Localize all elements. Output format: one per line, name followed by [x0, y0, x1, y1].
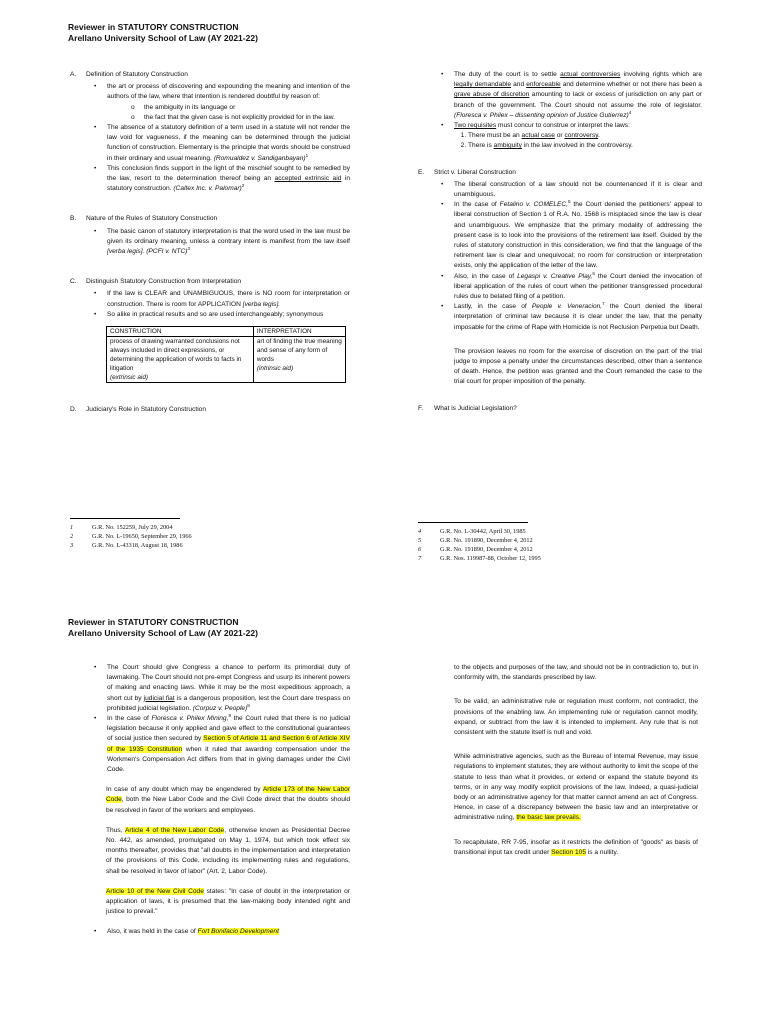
underlined-term: accepted extrinsic aid [274, 175, 342, 183]
list-item: • The absence of a statutory definition of a term used in a statute will not render the law void for vagueness, if the meaning can be determined through the judicial function of construction. Elementary is the principle that words should be construed in their ordinary and usual meaning. (Romualdez v. Sandiganbayan)$^1$ [107, 123, 350, 164]
page-2-header [68, 617, 258, 639]
footnote-ref: 6 [592, 270, 595, 276]
list-item: • The Court should give Congress a chance to perform its primordial duty of lawmaking. The Court should not pre-empt Congress and usurp its inherent powers of making and enacting laws. While it may be the most expeditious approach, a short cut by judicial fiat is a dangerous proposition, lest the Court dare trespass on prohibited judicial legislation. (Corpuz v. People)$^8$ [107, 663, 350, 714]
highlighted-text: Section 105 [551, 848, 586, 856]
section-c-heading: C. Distinguish Statutory Construction from Interpretation [70, 278, 242, 286]
section-b-list [70, 227, 350, 258]
table-cell: process of drawing warranted conclusions not always included in direct expressions, or determining the application of words to facts in litigation (extrinsic aid) [107, 337, 254, 383]
list-item: • This conclusion finds support in the light of the mischief sought to be remedied by the law, resort to the determination thereof being an accepted extrinsic aid in statutory construction. (Caltex Inc. v. Palomar)$^2$ [107, 164, 350, 195]
sub-list-item: o the fact that the given case is not explicitly provided for in the law. [144, 113, 350, 123]
footnote: 6 G.R. No. 191890, December 4, 2012 [418, 546, 533, 553]
list-item: • So alike in practical results and so are used interchangeably; synonymous [107, 310, 350, 320]
judicial-legislation-list-cont [70, 927, 350, 937]
paragraph: The provision leaves no room for the exercise of discretion on the part of the trial judge to impose a penalty under the circumstances described, other than a sentence of death. Hence, the petition was granted and the Court remanded the case to the trial court for proper imposition of the penalty. [454, 347, 702, 386]
list-item: • Also, in the case of Legaspi v. Creative Play,$^6$ the Court denied the invocation of liberal application of the rules of court when the petitioner transgressed procedural rules due to belated filing of a petition. [454, 272, 702, 303]
page-1-header [68, 22, 258, 44]
section-e-list [418, 180, 702, 333]
paragraph: To be valid, an administrative rule or regulation must conform, not contradict, the provisions of the enabling law. An implementing rule or regulation cannot modify, expand, or subtract from the law it is intended to implement. Any rule that is not consistent with the statute itself is null and void. [454, 698, 698, 737]
footnote-rule [418, 522, 528, 523]
footnote: 3 G.R. No. L-43318, August 18, 1986 [70, 542, 183, 549]
highlighted-text: Article 4 of the New Labor Code [124, 826, 225, 834]
footnote-ref: 2 [241, 183, 245, 189]
section-d-heading: D. Judiciary's Role in Statutory Construction [70, 406, 206, 414]
page-2 [0, 605, 768, 1024]
paragraph: To recapitulate, RR 7-95, insofar as it restricts the definition of "goods" as basis of transitional input tax credit under Section 105 is a nullity. [454, 838, 698, 856]
highlighted-text: Article 10 of the New Civil Code [106, 887, 204, 895]
footnote: 7 G.R. Nos. 119987-88, October 12, 1995 [418, 555, 541, 562]
page-1-right-column [418, 70, 702, 416]
footnote-ref: 8 [247, 702, 250, 708]
list-item: • In the case of Fetalino v. COMELEC,$^5$ the Court denied the petitioners' appeal to liberal construction of Section 1 of R.A. No. 1568 is misplaced since the law is clear and unambiguous. We emphasize that the primary modality of addressing the present case is to look into the provisions of the retirement law itself. Guided by the rules of statutory construction in this consideration, we find that the language of the retirement law is clear and unequivocal; no room for construction or interpretation exists, only the application of the letter of the law. [454, 200, 702, 271]
paragraph: In case of any doubt which may be engendered by Article 173 of the New Labor Code, both the New Labor Code and the Civil Code direct that the doubts should be resolved in favor of the workers and employees. [106, 786, 351, 814]
footnote: 2 G.R. No. L-19650, September 29, 1966 [70, 533, 192, 540]
list-item: 2. There is ambiguity in the law involved in the controversy. [468, 141, 702, 151]
table-header: INTERPRETATION [253, 327, 345, 337]
section-a-heading: A. Definition of Statutory Construction [70, 71, 188, 78]
highlighted-text: Article 173 of the New Labor Code [106, 786, 351, 804]
list-item: • Two requisites must concur to construe or interpret the laws: 1. There must be an actual case or controversy. 2. There is ambiguity in the law involved in the controversy. [454, 121, 702, 152]
highlighted-text: Section 5 of Article 11 and Section 6 of Article XIV of the 1935 Constitution [107, 735, 350, 753]
section-b-heading: B. Nature of the Rules of Statutory Construction [70, 215, 218, 223]
header-title: Reviewer in STATUTORY CONSTRUCTION [68, 617, 239, 627]
page-2-left-column [70, 663, 350, 946]
footnote-ref: 4 [628, 109, 632, 115]
construction-interpretation-table [106, 326, 346, 383]
judicial-legislation-list [70, 663, 350, 775]
section-e-heading: E. Strict v. Liberal Construction [418, 168, 516, 176]
header-school: Arellano University School of Law (AY 2021-22) [68, 33, 258, 43]
footnote-ref: 9 [228, 712, 231, 718]
paragraph: to the objects and purposes of the law, and should not be in contradiction to, but in conformity with, the standards prescribed by law. [454, 664, 698, 682]
highlighted-text: the basic law prevails. [516, 814, 581, 822]
section-c-list [70, 289, 350, 320]
list-item: • Also, it was held in the case of Fort Bonifacio Development [107, 927, 350, 937]
footnote: 4 G.R. No. L-30442, April 30, 1985 [418, 528, 526, 535]
page-2-right-column [454, 663, 698, 868]
case-citation: (Romualdez v. Sandiganbayan) [213, 154, 306, 162]
list-item: • The basic canon of statutory interpretation is that the word used in the law must be given its ordinary meaning, unless a contrary intent is manifest from the law itself [verba legis]. (PCFI v. NTC)$^3$ [107, 227, 350, 258]
section-a-list [70, 82, 350, 194]
sub-list [107, 103, 350, 123]
paragraph: Article 10 of the New Civil Code states: "In case of doubt in the interpretation or application of laws, it is presumed that the law-making body intended right and justice to prevail." [106, 887, 351, 916]
footnotes-right [418, 522, 541, 563]
footnote-ref: 5 [568, 199, 571, 205]
requisites-list [454, 131, 702, 151]
case-citation: (Floresca v. Philex – dissenting opinion of Justice Gutierrez) [454, 111, 629, 119]
footnote-ref: 7 [602, 301, 605, 307]
list-item: • The liberal construction of a law should not be countenanced if it is clear and unambiguous. [454, 180, 702, 200]
footnote-ref: 3 [187, 245, 190, 251]
judiciary-role-list [418, 70, 702, 152]
paragraph: Thus, Article 4 of the New Labor Code, otherwise known as Presidential Decree No. 442, as amended, promulgated on May 1, 1974, but which took effect six months thereafter, provides that "all doubts in the implementation and interpretation of the provisions of this Code, including its implementing rules and regulations, shall be resolved in favor of labor" (Art. 2, Labor Code). [106, 826, 351, 875]
case-citation: (Corpuz v. People) [192, 704, 248, 712]
list-item: • Lastly, in the case of People v. Veneracion,$^7$ the Court denied the liberal interpretation of criminal law because it is clear under the law, that the penalty imposable for the crime of Rape with Homicide is not Reclusion Perpetua but Death. [454, 302, 702, 333]
list-item: • If the law is CLEAR and UNAMBIGUOUS, there is NO room for interpretation or construction. There is room for APPLICATION [verba legis]. [107, 289, 350, 309]
header-school: Arellano University School of Law (AY 2021-22) [68, 628, 258, 638]
table-cell: art of finding the true meaning and sense of any form of words (intrinsic aid) [253, 337, 345, 383]
list-item: • The duty of the court is to settle actual controversies involving rights which are legally demandable and enforceable and determine whether or not there has been a grave abuse of discretion amounting to lack or excess of jurisdiction on any part or branch of the government. The Court should not assume the role of legislator. (Floresca v. Philex – dissenting opinion of Justice Gutierrez)$^4$ [454, 70, 702, 121]
case-citation: (Caltex Inc. v. Palomar) [173, 185, 242, 193]
paragraph: While administrative agencies, such as the Bureau of Internal Revenue, may issue regulations to implement statutes, they are without authority to limit the scope of the statute to less than what it provides, or extend or expand the statute beyond its terms, or in any way modify explicit provisions of the law. Indeed, a quasi-judicial body or an administrative agency for that matter cannot amend an act of Congress. Hence, in case of a discrepancy between the basic law and an interpretative or administrative ruling, the basic law prevails. [454, 753, 698, 822]
header-title: Reviewer in STATUTORY CONSTRUCTION [68, 22, 239, 32]
list-item: • the art or process of discovering and expounding the meaning and intention of the authors of the law, where that intention is rendered doubtful by reason of: o the ambiguity in its language or o the fact that the given case is not explicitly provided for in the law. [107, 82, 350, 123]
sub-list-item: o the ambiguity in its language or [144, 103, 350, 113]
page-1-left-column [70, 70, 350, 417]
section-f-heading: F. What is Judicial Legislation? [418, 404, 517, 412]
list-item: 1. There must be an actual case or controversy. [468, 131, 702, 141]
case-citation: [verba legis]. (PCFI v. NTC) [107, 248, 188, 256]
footnote: 5 G.R. No. 191890, December 4, 2012 [418, 537, 533, 544]
table-header: CONSTRUCTION [107, 327, 254, 337]
footnote: 1 G.R. No. 152259, July 29, 2004 [70, 524, 173, 531]
footnote-ref: 1 [305, 152, 309, 158]
footnotes-left [70, 518, 192, 550]
list-item: • In the case of Floresca v. Philex Mining,$^9$ the Court ruled that there is no judicial legislation because it only applied and gave effect to the constitutional guarantees of social justice then secured by Section 5 of Article 11 and Section 6 of Article XIV of the 1935 Constitution when it ruled that awarding compensation under the Workmen's Compensation Act differs from that in giving damages under the Civil Code. [107, 714, 350, 775]
footnote-rule [70, 518, 180, 519]
